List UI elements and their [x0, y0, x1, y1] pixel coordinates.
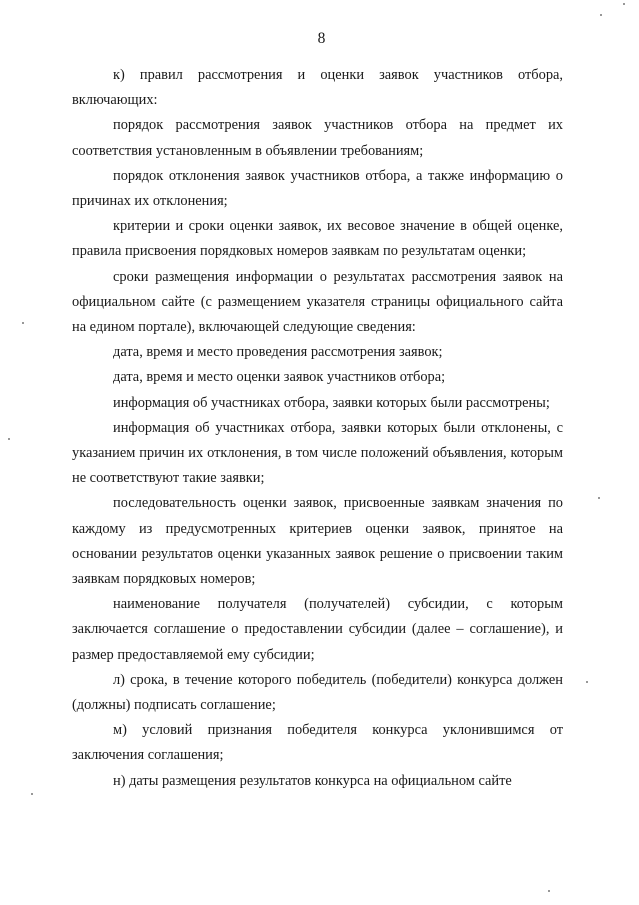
scan-speck	[598, 497, 600, 499]
document-body	[72, 63, 563, 794]
scan-speck	[586, 681, 588, 683]
paragraph-rejected-participants: информация об участниках отбора, заявки которых были отклонены, с указанием причин их отклонения, в том числе положений объявления, которым не соответствуют такие заявки;	[72, 419, 563, 487]
paragraph-evaluation-sequence: последовательность оценки заявок, присвоенные заявкам значения по каждому из предусмотренных критериев оценки заявок, принятое на основании результатов оценки указанных заявок решение о присвоении таким заявкам порядковых номеров;	[72, 495, 563, 588]
paragraph-review-date: дата, время и место проведения рассмотрения заявок;	[113, 344, 443, 361]
paragraph-k: к) правил рассмотрения и оценки заявок участников отбора, включающих:	[72, 67, 563, 109]
paragraph-m: м) условий признания победителя конкурса уклонившимся от заключения соглашения;	[72, 722, 563, 764]
paragraph-n: н) даты размещения результатов конкурса на официальном сайте	[113, 772, 512, 789]
scan-speck	[548, 890, 550, 892]
paragraph-evaluation-date: дата, время и место оценки заявок участников отбора;	[113, 369, 446, 386]
paragraph-recipient-name: наименование получателя (получателей) субсидии, с которым заключается соглашение о предоставлении субсидии (далее – соглашение), и размер предоставляемой ему субсидии;	[72, 596, 563, 663]
paragraph-publication-terms: сроки размещения информации о результатах рассмотрения заявок на официальном сайте (с размещением указателя страницы официального сайта на едином портале), включающей следующие сведения:	[72, 268, 563, 336]
paragraph-rejection-procedure: порядок отклонения заявок участников отбора, а также информацию о причинах их отклонения;	[72, 167, 563, 210]
scan-speck	[623, 3, 625, 5]
scan-speck	[31, 793, 33, 795]
paragraph-l: л) срока, в течение которого победитель (победители) конкурса должен (должны) подписать соглашение;	[72, 671, 563, 714]
page-number: 8	[317, 30, 326, 47]
scan-speck	[22, 322, 24, 324]
scan-speck	[8, 438, 10, 440]
paragraph-criteria: критерии и сроки оценки заявок, их весовое значение в общей оценке, правила присвоения порядковых номеров заявкам по результатам оценки;	[72, 218, 563, 260]
paragraph-review-procedure: порядок рассмотрения заявок участников отбора на предмет их соответствия установленным в объявлении требованиям;	[72, 117, 563, 159]
scan-speck	[600, 14, 602, 16]
paragraph-reviewed-participants: информация об участниках отбора, заявки которых были рассмотрены;	[113, 394, 550, 411]
